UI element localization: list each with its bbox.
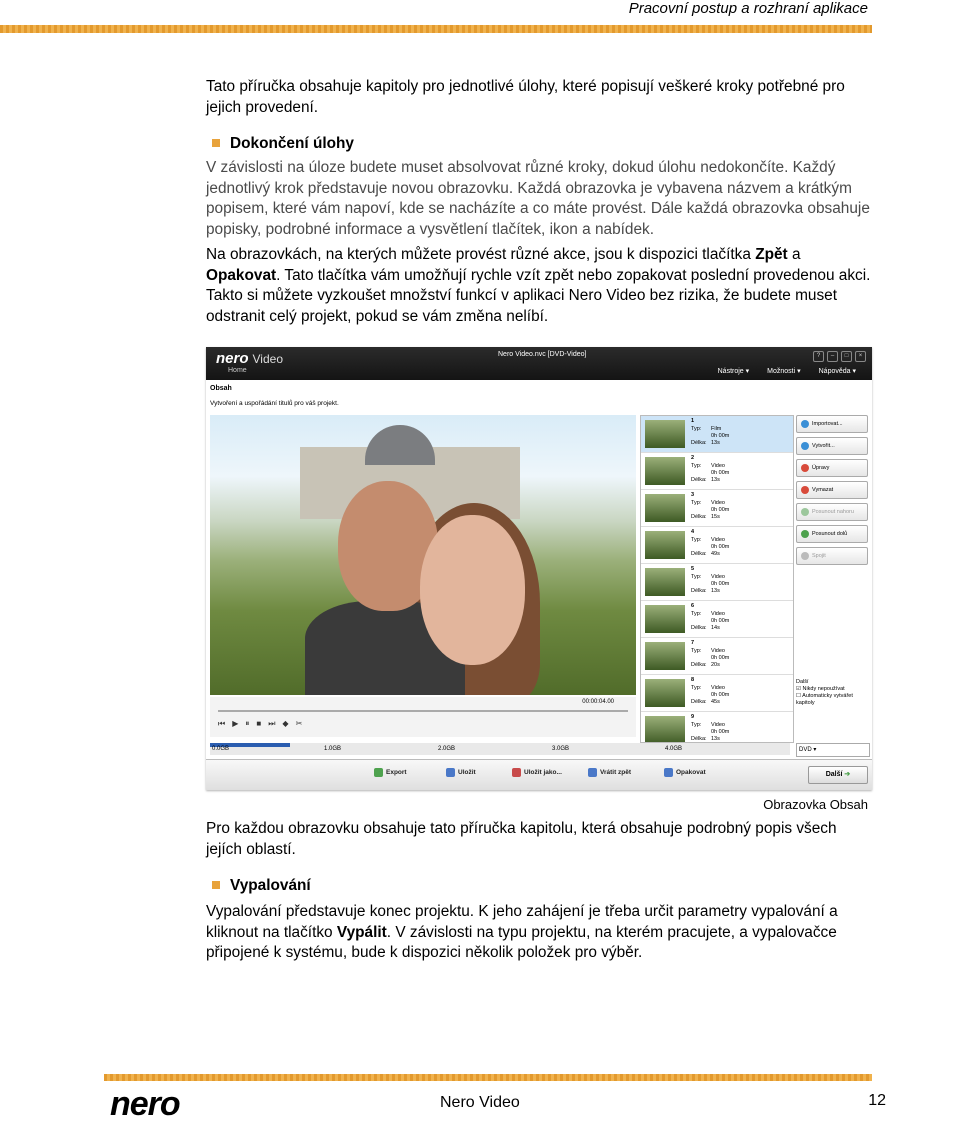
prev-icon[interactable]: ⏮ <box>218 719 226 728</box>
checkbox-never-use[interactable]: ☑ Nikdy nepoužívat <box>796 686 845 692</box>
save-as-icon <box>512 768 521 777</box>
transport-buttons <box>218 719 302 729</box>
export-button[interactable]: Export <box>374 768 407 777</box>
play-icon[interactable]: ▶ <box>232 719 239 728</box>
clip-list <box>640 415 794 743</box>
cut-icon[interactable]: ✂ <box>295 719 303 728</box>
clip-thumbnail <box>645 679 685 707</box>
preview-dome <box>365 425 435 465</box>
clip-thumbnail <box>645 716 685 743</box>
chapter-icon[interactable]: ◆ <box>282 719 289 728</box>
next-button[interactable]: Další ➔ <box>808 766 868 784</box>
bullet-square-icon <box>212 139 220 147</box>
pause-icon[interactable]: ⏸ <box>245 719 250 728</box>
delete-icon <box>801 486 809 494</box>
bullet-square-icon <box>212 881 220 889</box>
save-icon <box>446 768 455 777</box>
figure-caption: Obrazovka Obsah <box>763 797 868 812</box>
checkbox-auto-chapters[interactable]: ☐ Automaticky vytvářet kapitoly <box>796 693 853 706</box>
app-menu <box>718 367 856 375</box>
screen-subtitle: Vytvoření a uspořádání titulů pro váš projekt. <box>210 400 339 407</box>
home-link[interactable]: Home <box>228 367 247 374</box>
disc-type-select[interactable]: DVD ▾ <box>796 743 870 757</box>
list-item[interactable]: 5 Typ: Video Délka:0h 00m 13s <box>641 564 793 601</box>
section-heading-vypalovani: Vypalování <box>212 877 311 895</box>
preview-person-2 <box>420 515 525 665</box>
create-icon <box>801 442 809 450</box>
maximize-icon[interactable]: □ <box>841 351 852 362</box>
seek-bar[interactable] <box>218 710 628 712</box>
footer-app-name: Nero Video <box>440 1094 520 1111</box>
clip-thumbnail <box>645 457 685 485</box>
section2-paragraph: Vypalování představuje konec projektu. K jeho zahájení je třeba určit parametry vypalování a kliknout na tlačítko Vypálit. V závislosti na typu projektu, na kterém pracujete, a vypalovačce připojené k systému, bude k dispozici několik položek pro výběr. <box>206 903 838 961</box>
intro-paragraph: Tato příručka obsahuje kapitoly pro jednotlivé úlohy, které popisují veškeré kroky potřebné pro jejich provedení. <box>206 78 845 116</box>
list-item[interactable]: 9 Typ: Video Délka:0h 00m 13s <box>641 712 793 743</box>
clip-thumbnail <box>645 568 685 596</box>
page-number: 12 <box>868 1092 886 1109</box>
minimize-icon[interactable]: – <box>827 351 838 362</box>
section1-paragraph1: V závislosti na úloze budete muset absolvovat různé kroky, dokud úlohu nedokončíte. Každý jednotlivý krok představuje novou obrazovku. Každá obrazovka je vybavena názvem a krátkým popisem, které vám napoví, kde se nacházíte a co máte provést. Dále každá obrazovka obsahuje popisky, podrobné informace a vysvětlení tlačítek, ikon a nabídek. <box>206 159 870 238</box>
more-options: Další ☑ Nikdy nepoužívat ☐ Automaticky vytvářet kapitoly <box>796 679 868 707</box>
section-heading-dokonceni: Dokončení úlohy <box>212 135 354 153</box>
section1-paragraph2: Na obrazovkách, na kterých můžete provést různé akce, jsou k dispozici tlačítka Zpět a Opakovat. Tato tlačítka vám umožňují rychle vzít zpět nebo zopakovat poslední provedenou akci. Takto si můžete vyzkoušet množství funkcí v aplikaci Nero Video bez rizika, že budete muset odstranit celý projekt, pokud se vám změna nelíbí. <box>206 246 871 325</box>
capacity-bar: 0.0GB 1.0GB 2.0GB 3.0GB 4.0GB <box>210 743 790 755</box>
window-title: Nero Video.nvc [DVD-Video] <box>498 351 587 358</box>
clip-thumbnail <box>645 531 685 559</box>
running-header: Pracovní postup a rozhraní aplikace <box>628 0 868 17</box>
redo-icon <box>664 768 673 777</box>
move-up-icon <box>801 508 809 516</box>
list-item[interactable]: 6 Typ: Video Délka:0h 00m 14s <box>641 601 793 638</box>
menu-moznosti[interactable]: Možnosti ▾ <box>767 368 801 375</box>
list-item[interactable]: 8 Typ: Video Délka:0h 00m 45s <box>641 675 793 712</box>
list-item[interactable]: 4 Typ: Video Délka:0h 00m 49s <box>641 527 793 564</box>
timecode: 00:00:04.00 <box>582 699 614 705</box>
move-down-icon <box>801 530 809 538</box>
clip-thumbnail <box>645 494 685 522</box>
save-as-button[interactable]: Uložit jako... <box>512 768 562 777</box>
move-down-button[interactable]: Posunout dolů <box>796 525 868 543</box>
next-icon[interactable]: ⏭ <box>268 719 276 728</box>
import-button[interactable]: Importovat... <box>796 415 868 433</box>
list-item[interactable]: 1 Typ: Film Délka:0h 00m 13s <box>641 416 793 453</box>
clip-thumbnail <box>645 420 685 448</box>
merge-button[interactable]: Spojit <box>796 547 868 565</box>
stop-icon[interactable]: ■ <box>256 719 262 728</box>
close-icon[interactable]: × <box>855 351 866 362</box>
clip-thumbnail <box>645 605 685 633</box>
header-rule <box>0 25 872 33</box>
undo-icon <box>588 768 597 777</box>
footer-nero-logo: nero <box>110 1085 180 1123</box>
next-arrow-icon: ➔ <box>844 771 851 778</box>
redo-button[interactable]: Opakovat <box>664 768 706 777</box>
footer-rule <box>104 1074 872 1081</box>
help-icon[interactable]: ? <box>813 351 824 362</box>
undo-button[interactable]: Vrátit zpět <box>588 768 631 777</box>
window-controls <box>813 351 866 362</box>
create-button[interactable]: Vytvořit... <box>796 437 868 455</box>
edit-button[interactable]: Úpravy <box>796 459 868 477</box>
export-icon <box>374 768 383 777</box>
player-controls <box>210 697 636 737</box>
delete-button[interactable]: Vymazat <box>796 481 868 499</box>
nero-video-screenshot <box>206 347 872 790</box>
bottom-toolbar <box>206 759 872 790</box>
move-up-button[interactable]: Posunout nahoru <box>796 503 868 521</box>
app-titlebar <box>206 347 872 380</box>
save-button[interactable]: Uložit <box>446 768 476 777</box>
menu-napoveda[interactable]: Nápověda ▾ <box>818 368 856 375</box>
action-buttons <box>796 415 868 569</box>
after-caption-paragraph: Pro každou obrazovku obsahuje tato příručka kapitolu, která obsahuje podrobný popis všech jejích oblastí. <box>206 820 837 858</box>
video-preview <box>210 415 636 695</box>
nero-logo: nero Video <box>216 350 283 367</box>
menu-nastroje[interactable]: Nástroje ▾ <box>717 368 750 375</box>
edit-icon <box>801 464 809 472</box>
list-item[interactable]: 7 Typ: Video Délka:0h 00m 20s <box>641 638 793 675</box>
list-item[interactable]: 2 Typ: Video Délka:0h 00m 13s <box>641 453 793 490</box>
list-item[interactable]: 3 Typ: Video Délka:0h 00m 15s <box>641 490 793 527</box>
merge-icon <box>801 552 809 560</box>
import-icon <box>801 420 809 428</box>
screen-heading: Obsah <box>210 385 232 392</box>
clip-thumbnail <box>645 642 685 670</box>
